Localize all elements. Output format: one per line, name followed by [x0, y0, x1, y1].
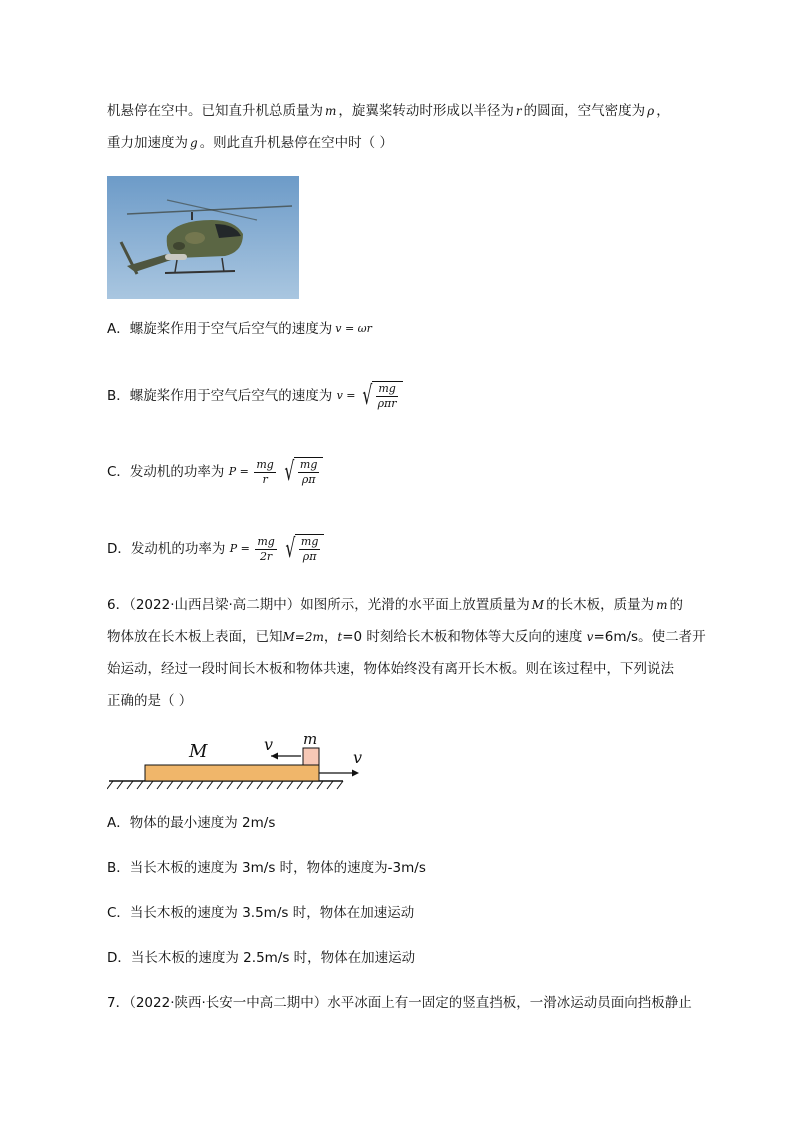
q5-option-c: C．发动机的功率为 P = $\frac{mg}{r}$ √ $\frac{mg}{\rho\pi}$ [107, 457, 323, 487]
q6-stem-line3: 始运动，经过一段时间长木板和物体共速，物体始终没有离开长木板。则在该过程中，下列说法 [107, 661, 674, 677]
label-v-board: v [353, 748, 363, 767]
var-m: m [325, 104, 337, 118]
formula-a: v = ωr [335, 322, 372, 335]
formula-d: P = $\frac{mg}{2r}$ √ $\frac{mg}{\rho\pi}$ [230, 534, 325, 564]
sqrt-d: √ $\frac{mg}{\rho\pi}$ [282, 534, 324, 564]
var-r: r [515, 104, 522, 118]
helicopter-photo [107, 176, 299, 299]
q7-stem-line1: 7．（2022·陕西·长安一中高二期中）水平冰面上有一固定的竖直挡板，一滑冰运动员面向挡板静止 [107, 995, 692, 1011]
label-m: m [303, 730, 318, 748]
q5-option-a: A．螺旋桨作用于空气后空气的速度为 v = ωr [107, 321, 372, 337]
q6-stem-line1: 6．（2022·山西吕梁·高二期中）如图所示，光滑的水平面上放置质量为 M 的长木板，质量为 m 的 [107, 597, 683, 613]
q6-option-b: B．当长木板的速度为 3m/s 时，物体的速度为-3m/s [107, 860, 426, 876]
q6-option-d: D．当长木板的速度为 2.5m/s 时，物体在加速运动 [107, 950, 416, 966]
q5-stem-line2: 重力加速度为 g 。则此直升机悬停在空中时（ ） [107, 135, 393, 151]
var-g: g [190, 136, 198, 150]
q5-option-b: B．螺旋桨作用于空气后空气的速度为 v = √ $\frac{mg}{\text{ρπr}}$ [107, 381, 403, 411]
var-rho: ρ [647, 104, 655, 118]
q6-stem-line4: 正确的是（ ） [107, 693, 193, 709]
label-v-block: v [264, 735, 274, 754]
q5-stem-line1: 机悬停在空中。已知直升机总质量为 m ，旋翼桨转动时形成以半径为 r 的圆面，空气密度为 ρ ， [107, 103, 670, 119]
sqrt-b: √ $\frac{mg}{\text{ρπr}}$ [359, 381, 403, 411]
board-block-diagram [107, 728, 372, 792]
q6-option-a: A．物体的最小速度为 2m/s [107, 815, 276, 831]
label-M: M [189, 741, 208, 762]
formula-b: v = √ $\frac{mg}{\text{ρπr}}$ [337, 381, 403, 411]
sqrt-c: √ $\frac{mg}{\rho\pi}$ [281, 457, 323, 487]
q6-option-c: C．当长木板的速度为 3.5m/s 时，物体在加速运动 [107, 905, 415, 921]
formula-c: P = $\frac{mg}{r}$ √ $\frac{mg}{\rho\pi}$ [229, 457, 324, 487]
q6-stem-line2: 物体放在长木板上表面，已知M=2m，t=0 时刻给长木板和物体等大反向的速度 v=6m/s。使二者开 [107, 629, 706, 645]
q5-option-d: D．发动机的功率为 P = $\frac{mg}{2r}$ √ $\frac{mg}{\rho\pi}$ [107, 534, 324, 564]
